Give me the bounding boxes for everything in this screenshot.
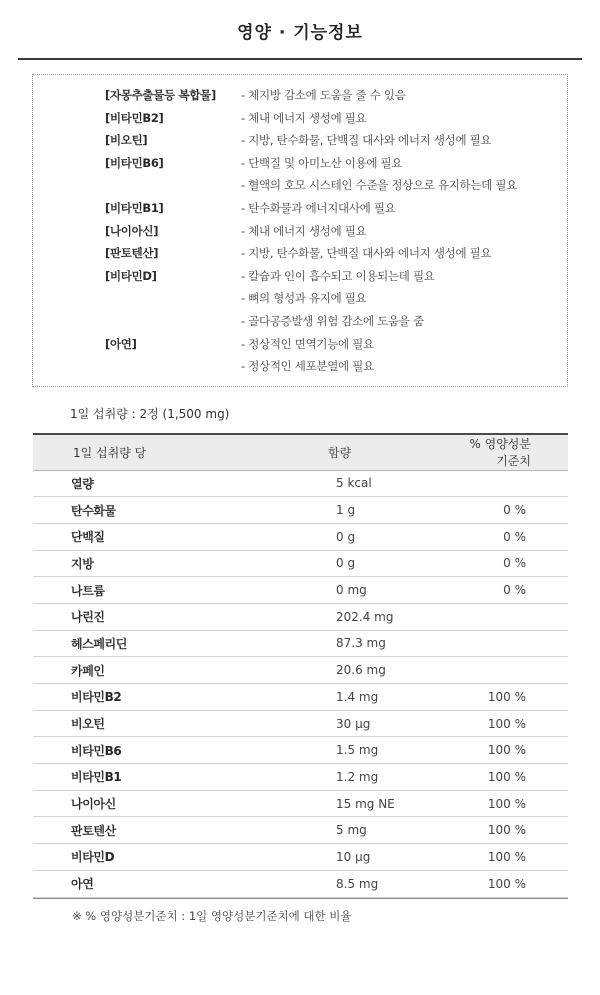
nutrient-percent: 100 % bbox=[468, 764, 568, 791]
nutrient-name: 비타민B2 bbox=[33, 684, 273, 711]
nutrient-amount: 5 mg bbox=[273, 817, 468, 844]
functional-info-row bbox=[105, 266, 565, 286]
nutrient-percent: 100 % bbox=[468, 710, 568, 737]
functional-info-row bbox=[105, 311, 565, 331]
nutrient-amount: 1 g bbox=[273, 497, 468, 524]
table-row bbox=[33, 764, 568, 791]
table-row bbox=[33, 844, 568, 871]
table-row bbox=[33, 470, 568, 497]
functional-info-row bbox=[105, 288, 565, 308]
nutrient-amount: 15 mg NE bbox=[273, 790, 468, 817]
table-bottom-rule bbox=[33, 898, 568, 899]
functional-info-row bbox=[105, 108, 565, 128]
nutrient-name: 비타민B1 bbox=[33, 764, 273, 791]
table-row bbox=[33, 550, 568, 577]
nutrient-percent: 100 % bbox=[468, 790, 568, 817]
ingredient-name: [자몽추출물등 복합물] bbox=[105, 88, 216, 102]
nutrient-name: 지방 bbox=[33, 550, 273, 577]
ingredient-function: - 골다공증발생 위험 감소에 도움을 줌 bbox=[241, 314, 424, 328]
nutrient-name: 아연 bbox=[33, 870, 273, 897]
table-row bbox=[33, 870, 568, 897]
nutrient-name: 헤스페리딘 bbox=[33, 630, 273, 657]
table-row bbox=[33, 497, 568, 524]
ingredient-function: - 혈액의 호모 시스테인 수준을 정상으로 유지하는데 필요 bbox=[241, 178, 517, 193]
functional-info-row bbox=[105, 243, 565, 263]
nutrient-name: 단백질 bbox=[33, 523, 273, 550]
functional-info-row bbox=[105, 130, 565, 150]
nutrient-amount: 87.3 mg bbox=[273, 630, 468, 657]
functional-info-row bbox=[105, 175, 565, 195]
table-row bbox=[33, 790, 568, 817]
nutrient-amount: 0 mg bbox=[273, 577, 468, 604]
nutrient-percent bbox=[468, 470, 568, 497]
ingredient-name: [비오틴] bbox=[105, 133, 148, 148]
nutrient-name: 판토텐산 bbox=[33, 817, 273, 844]
functional-info-row bbox=[105, 198, 565, 218]
header-amount: 함량 bbox=[328, 445, 352, 460]
nutrient-amount: 10 μg bbox=[273, 844, 468, 871]
header-percent: % 영양성분기준치 bbox=[469, 437, 531, 469]
page-title: 영양 · 기능정보 bbox=[237, 23, 363, 43]
nutrient-amount: 1.5 mg bbox=[273, 737, 468, 764]
nutrient-amount: 8.5 mg bbox=[273, 870, 468, 897]
ingredient-name: [나이아신] bbox=[105, 223, 159, 238]
nutrient-name: 비타민B6 bbox=[33, 737, 273, 764]
nutrient-name: 비타민D bbox=[33, 844, 273, 871]
ingredient-function: - 체내 에너지 생성에 필요 bbox=[241, 223, 367, 238]
ingredient-function: - 칼슘과 인이 흡수되고 이용되는데 필요 bbox=[241, 268, 435, 283]
nutrient-amount: 30 μg bbox=[273, 710, 468, 737]
table-row bbox=[33, 817, 568, 844]
nutrition-table bbox=[33, 433, 568, 898]
nutrient-name: 열량 bbox=[33, 470, 273, 497]
ingredient-function: - 지방, 탄수화물, 단백질 대사와 에너지 생성에 필요 bbox=[241, 246, 492, 261]
ingredient-name: [판토텐산] bbox=[105, 246, 159, 261]
nutrient-name: 카페인 bbox=[33, 657, 273, 684]
table-row bbox=[33, 710, 568, 737]
functional-info-box bbox=[32, 74, 568, 387]
nutrient-percent: 0 % bbox=[468, 550, 568, 577]
nutrient-name: 나린진 bbox=[33, 603, 273, 630]
functional-info-row bbox=[105, 221, 565, 241]
table-row bbox=[33, 657, 568, 684]
ingredient-function: - 단백질 및 아미노산 이용에 필요 bbox=[241, 155, 403, 170]
ingredient-name: [아연] bbox=[105, 336, 137, 351]
functional-info-row bbox=[105, 85, 565, 105]
nutrient-percent: 100 % bbox=[468, 684, 568, 711]
nutrient-percent: 100 % bbox=[468, 737, 568, 764]
ingredient-name: [비타민D] bbox=[105, 268, 157, 283]
ingredient-function: - 지방, 탄수화물, 단백질 대사와 에너지 생성에 필요 bbox=[241, 133, 492, 148]
nutrient-percent: 100 % bbox=[468, 870, 568, 897]
ingredient-function: - 정상적인 세포분열에 필요 bbox=[241, 359, 374, 374]
nutrient-percent: 0 % bbox=[468, 577, 568, 604]
nutrient-percent: 100 % bbox=[468, 844, 568, 871]
title-divider bbox=[18, 58, 582, 60]
ingredient-function: - 체내 에너지 생성에 필요 bbox=[241, 110, 367, 125]
nutrient-percent bbox=[468, 657, 568, 684]
ingredient-function: - 정상적인 면역기능에 필요 bbox=[241, 336, 374, 351]
nutrient-amount: 0 g bbox=[273, 550, 468, 577]
nutrient-name: 나이아신 bbox=[33, 790, 273, 817]
ingredient-name: [비타민B1] bbox=[105, 201, 164, 215]
nutrient-amount: 1.2 mg bbox=[273, 764, 468, 791]
nutrient-percent: 0 % bbox=[468, 497, 568, 524]
daily-intake-label: 1일 섭취량 : 2정 (1,500 mg) bbox=[70, 407, 230, 421]
nutrient-amount: 5 kcal bbox=[273, 470, 468, 497]
table-row bbox=[33, 630, 568, 657]
ingredient-name: [비타민B2] bbox=[105, 110, 164, 125]
table-row bbox=[33, 577, 568, 604]
table-row bbox=[33, 684, 568, 711]
header-nutrient: 1일 섭취량 당 bbox=[73, 445, 147, 460]
nutrient-amount: 20.6 mg bbox=[273, 657, 468, 684]
nutrient-amount: 202.4 mg bbox=[273, 603, 468, 630]
functional-info-row bbox=[105, 153, 565, 173]
nutrient-name: 탄수화물 bbox=[33, 497, 273, 524]
ingredient-function: - 체지방 감소에 도움을 줄 수 있음 bbox=[241, 88, 406, 102]
nutrient-name: 비오틴 bbox=[33, 710, 273, 737]
functional-info-row bbox=[105, 334, 565, 354]
nutrient-percent bbox=[468, 630, 568, 657]
table-header-row bbox=[33, 434, 568, 470]
table-row bbox=[33, 603, 568, 630]
nutrient-percent: 0 % bbox=[468, 523, 568, 550]
table-row bbox=[33, 737, 568, 764]
table-row bbox=[33, 523, 568, 550]
ingredient-function: - 탄수화물과 에너지대사에 필요 bbox=[241, 201, 396, 215]
nutrient-amount: 1.4 mg bbox=[273, 684, 468, 711]
nutrient-amount: 0 g bbox=[273, 523, 468, 550]
ingredient-name: [비타민B6] bbox=[105, 155, 164, 170]
footnote: ※ % 영양성분기준치 : 1일 영양성분기준치에 대한 비율 bbox=[72, 909, 352, 923]
nutrient-percent bbox=[468, 603, 568, 630]
nutrient-percent: 100 % bbox=[468, 817, 568, 844]
nutrient-name: 나트륨 bbox=[33, 577, 273, 604]
ingredient-function: - 뼈의 형성과 유지에 필요 bbox=[241, 291, 367, 306]
functional-info-row bbox=[105, 356, 565, 376]
